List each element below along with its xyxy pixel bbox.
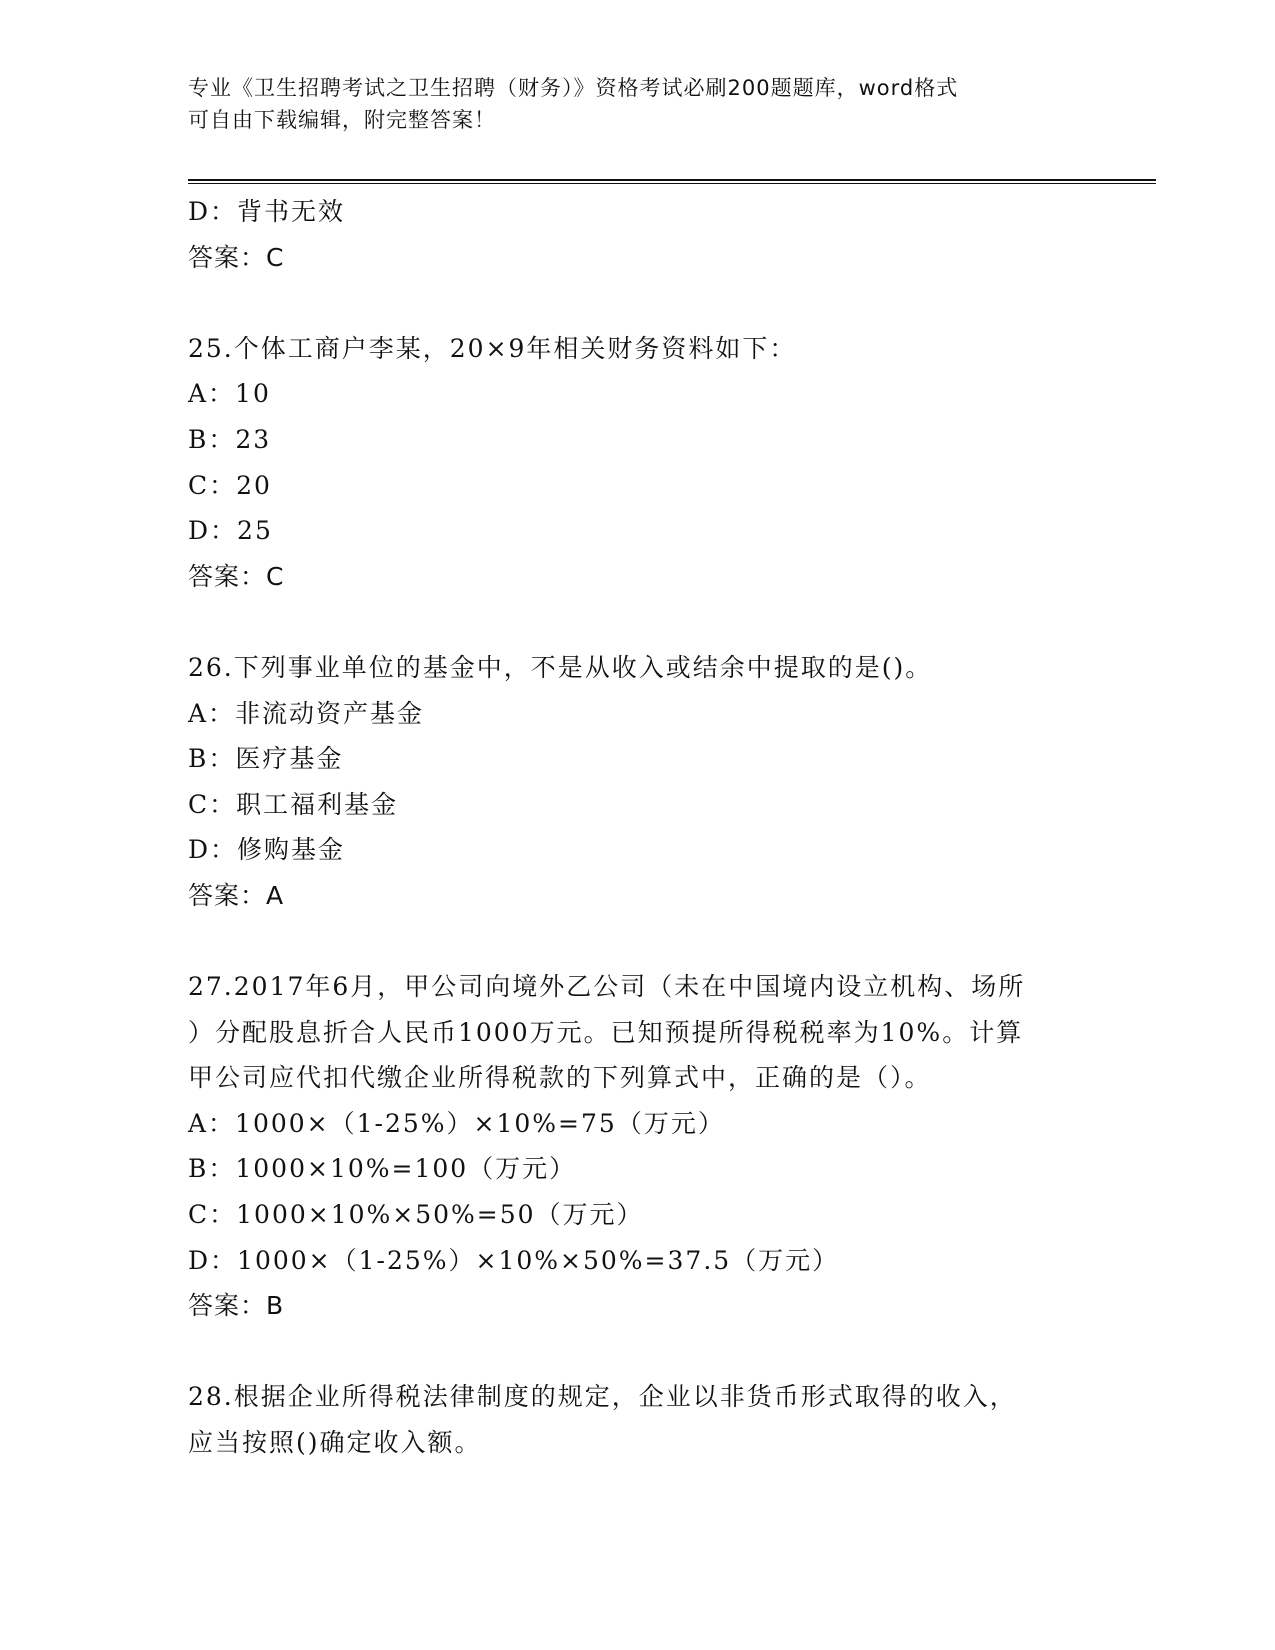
q25-answer: 答案：C xyxy=(188,561,285,591)
q25-option-b: B：23 xyxy=(188,424,272,454)
q27-stem-line-1: 27.2017年6月，甲公司向境外乙公司（未在中国境内设立机构、场所 xyxy=(188,972,1026,1002)
q27-answer: 答案：B xyxy=(188,1291,285,1321)
header-double-rule xyxy=(188,179,1156,184)
q26-option-b: B：医疗基金 xyxy=(188,744,344,774)
q26-option-c: C：职工福利基金 xyxy=(188,789,399,819)
q27-stem-line-2: ）分配股息折合人民币1000万元。已知预提所得税税率为10%。计算 xyxy=(188,1017,1024,1047)
spacer xyxy=(188,280,1098,326)
prev-option-d: D：背书无效 xyxy=(188,197,346,226)
header-line-2: 可自由下载编辑，附完整答案！ xyxy=(188,108,496,132)
q27-option-c: C：1000×10%×50%=50（万元） xyxy=(188,1200,644,1230)
q26-option-a: A：非流动资产基金 xyxy=(188,698,425,728)
page-header xyxy=(188,72,1088,136)
q25-option-a: A：10 xyxy=(188,379,271,409)
q25-stem: 25.个体工商户李某，20×9年相关财务资料如下： xyxy=(188,333,797,363)
q27-stem-line-3: 甲公司应代扣代缴企业所得税款的下列算式中，正确的是（）。 xyxy=(188,1063,932,1093)
q25-option-d: D：25 xyxy=(188,516,273,546)
q27-option-b: B：1000×10%=100（万元） xyxy=(188,1154,577,1184)
q27-option-a: A：1000×（1-25%）×10%=75（万元） xyxy=(188,1108,725,1138)
spacer xyxy=(188,1329,1098,1375)
q26-option-d: D：修购基金 xyxy=(188,835,346,865)
q28-stem-line-2: 应当按照()确定收入额。 xyxy=(188,1428,482,1458)
q26-stem: 26.下列事业单位的基金中，不是从收入或结余中提取的是()。 xyxy=(188,652,933,682)
q28-stem-line-1: 28.根据企业所得税法律制度的规定，企业以非货币形式取得的收入， xyxy=(188,1382,1017,1412)
q27-option-d: D：1000×（1-25%）×10%×50%=37.5（万元） xyxy=(188,1245,840,1275)
q26-answer: 答案：A xyxy=(188,880,285,910)
spacer xyxy=(188,599,1098,645)
q25-option-c: C：20 xyxy=(188,470,272,500)
prev-answer: 答案：C xyxy=(188,242,285,272)
header-line-1: 专业《卫生招聘考试之卫生招聘（财务）》资格考试必刷200题题库，word格式 xyxy=(188,76,959,100)
spacer xyxy=(188,919,1098,965)
question-content xyxy=(188,189,1098,1466)
